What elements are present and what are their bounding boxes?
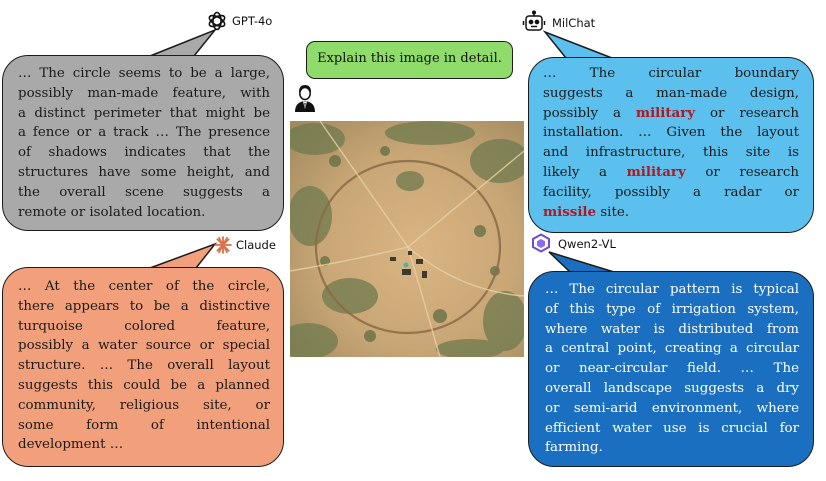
milchat-line: facility, possibly a radar or: [543, 184, 799, 200]
prompt-text: Explain this image in detail.: [317, 51, 502, 66]
gpt4o-line: … The circle seems to be a large,: [18, 66, 270, 81]
milchat-line: installation. … Given the layout: [543, 125, 799, 141]
gpt4o-line: remote or isolated location.: [18, 204, 206, 220]
gpt4o-response-text: [18, 64, 270, 222]
qwen-line: overall landscape suggests a dry: [545, 380, 799, 396]
milchat-name: MilChat: [552, 16, 596, 30]
claude-starburst-icon: [214, 236, 232, 254]
highlighted-keyword: military: [635, 104, 696, 121]
qwen-line: where water is distributed from: [545, 321, 799, 337]
gpt4o-line: the overall scene suggests a: [18, 184, 270, 200]
qwen-line: or semi-arid environment, where: [545, 400, 799, 416]
claude-line: possibly a water source or special: [18, 338, 270, 354]
claude-bubble-tail: [150, 244, 215, 268]
milchat-bubble-tail: [545, 32, 612, 58]
milchat-response-text: [543, 64, 799, 222]
milchat-line: and infrastructure, this site is: [543, 145, 799, 161]
claude-line: community, religious site, or: [18, 397, 270, 413]
milchat-line: possibly a military or research: [543, 104, 800, 121]
qwen-line: efficient water use is crucial for: [545, 420, 799, 436]
qwen-line: farming.: [545, 440, 603, 456]
milchat-line: likely a military or research: [543, 163, 800, 180]
claude-line: structure. … The overall layout: [18, 358, 270, 374]
qwen-bubble-tail: [549, 252, 614, 272]
openai-logo-icon: [206, 10, 228, 32]
gpt4o-line: a fence or a track … The presence: [18, 125, 270, 141]
gpt4o-line: structures have some height, and: [18, 164, 270, 180]
qwen-line: or near-circular field. … The: [545, 361, 799, 377]
claude-line: turquoise colored feature,: [18, 318, 270, 334]
qwen-response-text: [545, 280, 799, 458]
gpt4o-line: a distinct perimeter that might be: [18, 105, 270, 121]
claude-name: Claude: [236, 238, 276, 252]
gpt4o-line: of shadows indicates that the: [18, 145, 270, 161]
robot-icon: [522, 10, 546, 34]
claude-line: there appears to be a distinctive: [18, 298, 270, 314]
user-avatar-icon: [293, 83, 317, 113]
gpt4o-line: possibly man-made feature, with: [18, 85, 270, 101]
milchat-line: … The circular boundary: [543, 66, 799, 81]
gpt4o-name: GPT-4o: [232, 14, 273, 28]
qwen-line: of this type of irrigation system,: [545, 301, 799, 317]
qwen-name: Qwen2-VL: [558, 237, 616, 251]
qwen-logo-icon: [531, 233, 551, 253]
claude-line: … At the center of the circle,: [18, 279, 270, 294]
gpt4o-bubble-tail: [150, 30, 215, 56]
claude-line: development …: [18, 437, 124, 453]
qwen-line: a central point, creating a circular: [545, 341, 799, 357]
qwen-line: … The circular pattern is typical: [545, 282, 799, 297]
satellite-image: [290, 121, 524, 357]
claude-response-text: [18, 277, 270, 455]
highlighted-keyword: military: [626, 163, 686, 180]
claude-line: some form of intentional: [18, 417, 270, 433]
highlighted-keyword: missile: [543, 203, 597, 220]
claude-line: suggests this could be a planned: [18, 377, 270, 393]
milchat-line: missile site.: [543, 203, 630, 220]
milchat-line: suggests a man-made design,: [543, 85, 799, 101]
